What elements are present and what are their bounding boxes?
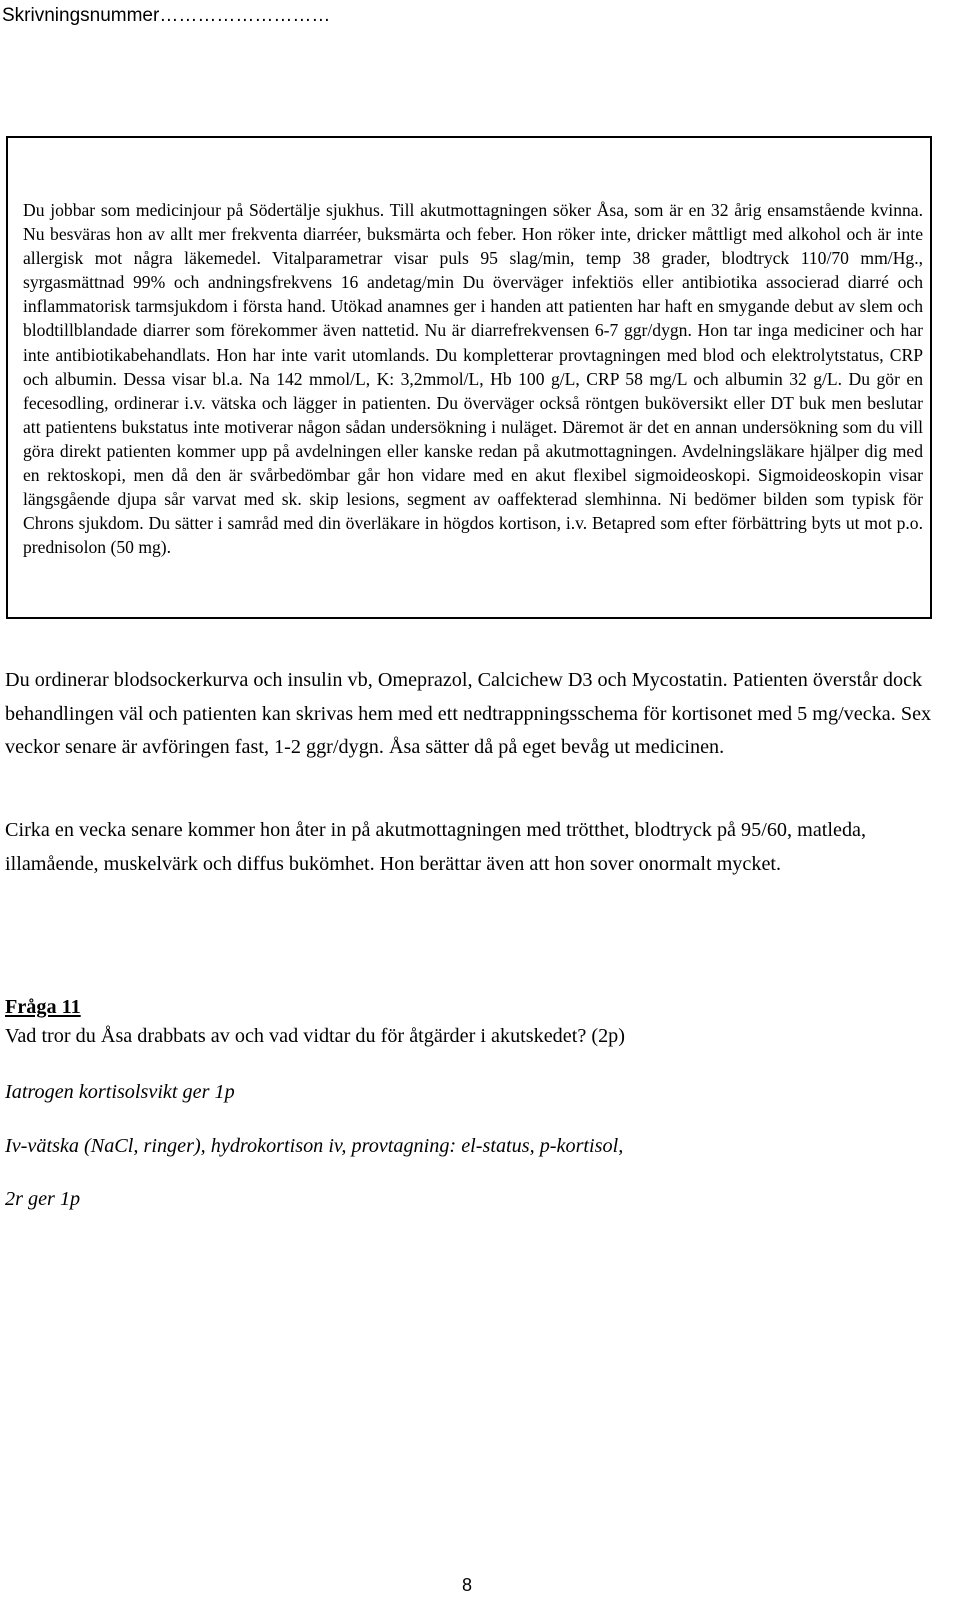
treatment-paragraph: Du ordinerar blodsockerkurva och insulin vb, Omeprazol, Calcichew D3 och Mycostatin. Patienten överstår dock behandlingen väl och patienten kan skrivas hem med ett nedtrappningsschema för kortisonet med 5 mg/vecka. Sex veckor senare är avföringen fast, 1-2 ggr/dygn. Åsa sätter då på eget bevåg ut medicinen. (5, 669, 932, 758)
case-description-box (6, 136, 932, 619)
answer-line-1: Iatrogen kortisolsvikt ger 1p (5, 1081, 235, 1103)
follow-up-paragraph: Cirka en vecka senare kommer hon åter in på akutmottagningen med trötthet, blodtryck på 95/60, matleda, illamående, muskelvärk och diffus bukömhet. Hon berättar även att hon sover onormalt mycket. (5, 819, 867, 875)
question-title: Fråga 11 (5, 996, 81, 1018)
case-description-text: Du jobbar som medicinjour på Södertälje sjukhus. Till akutmottagningen söker Åsa, som är en 32 årig ensamstående kvinna. Nu besväras hon av allt mer frekventa diarréer, buksmärta och feber. Hon röker inte, dricker måttligt med alkohol och är inte allergisk mot några läkemedel. Vitalparametrar visar puls 95 slag/min, temp 38 grader, blodtryck 110/70 mm/Hg., syrgasmättnad 99% och andningsfrekvens 16 andetag/min Du överväger infektiös eller antibiotika associerad diarré och inflammatorisk tarmsjukdom i första hand. Utökad anamnes ger i handen att patienten har haft en smygande debut av slem och blodtillblandade diarrer som förekommer även nattetid. Nu är diarrefrekvensen 6-7 ggr/dygn. Hon tar inga mediciner och har inte antibiotikabehandlats. Hon har inte varit utomlands. Du kompletterar provtagningen med blod och elektrolytstatus, CRP och albumin. Dessa visar bl.a. Na 142 mmol/L, K: 3,2mmol/L, Hb 100 g/L, CRP 58 mg/L och albumin 32 g/L. Du gör en fecesodling, ordinerar i.v. vätska och lägger in patienten. Du överväger också röntgen buköversikt eller DT buk men beslutar att patientens bukstatus inte motiverar någon sådan undersökning i nuläget. Däremot är det en annan undersökning som du vill göra direkt patienten kommer upp på avdelningen eller kanske redan på akutmottagningen. Avdelningsläkare hjälper dig med en rektoskopi, men då den är svårbedömbar går hon vidare med en akut flexibel sigmoideoskopi. Sigmoideoskopin visar längsgående djupa sår varvat med sk. skip lesions, segment av oaffekterad slemhinna. Ni bedömer bilden som typisk för Chrons sjukdom. Du sätter i samråd med din överläkare in högdos kortison, i.v. Betapred som efter förbättring byts ut mot p.o. prednisolon (50 mg). (23, 200, 923, 558)
answer-line-2: Iv-vätska (NaCl, ringer), hydrokortison iv, provtagning: el-status, p-kortisol, (5, 1135, 624, 1157)
question-text: Vad tror du Åsa drabbats av och vad vidtar du för åtgärder i akutskedet? (2p) (5, 1025, 625, 1047)
answer-line-3: 2r ger 1p (5, 1188, 81, 1210)
candidate-number-label: Skrivningsnummer……………………… (2, 5, 331, 26)
page-number: 8 (462, 1575, 473, 1595)
